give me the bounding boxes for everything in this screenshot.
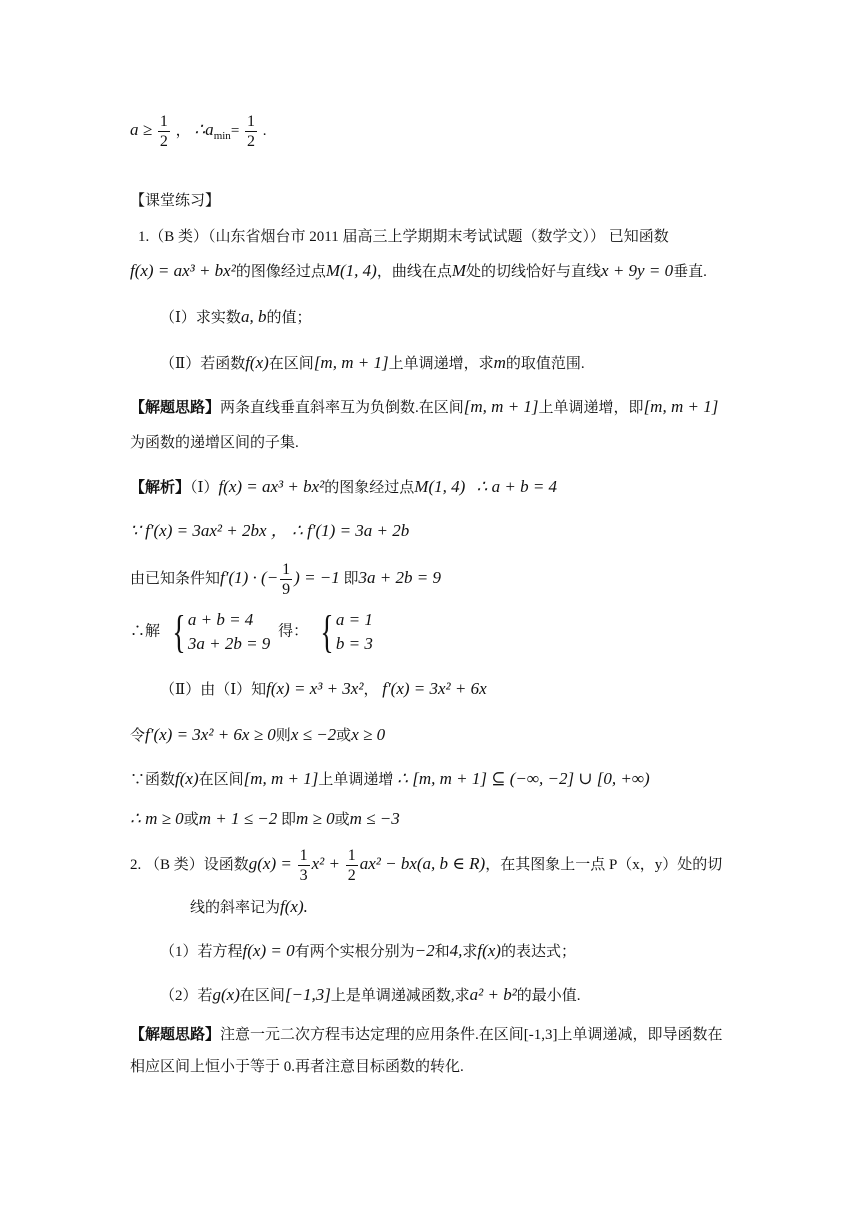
conclusion-line: ∴ m ≥ 0或m + 1 ≤ −2 即m ≥ 0或m ≤ −3	[130, 809, 400, 828]
solution-system: { a = 1 b = 3	[320, 606, 373, 657]
a-geq: a ≥	[130, 119, 153, 139]
problem1-hint: 【解题思路】两条直线垂直斜率互为负倒数.在区间[m, m + 1]上单调递增，即[m, m + 1]	[130, 397, 719, 416]
top-line: a ≥ $\frac{1}{2}$ ， $\therefore a_{min}=$ $\frac{1}{2}$ .	[130, 113, 267, 150]
fraction-half-2: $\frac{1}{2}$	[247, 113, 256, 150]
fraction-half: $\frac{1}{2}$	[159, 113, 168, 150]
fraction-half-3: $\frac{1}{2}$	[347, 847, 356, 884]
part2-line: （Ⅱ）由（Ⅰ）知f(x) = x³ + 3x²， f′(x) = 3x² + 6x	[160, 679, 487, 698]
since-line: ∵函数f(x)在区间[m, m + 1]上单调递增 ∴ [m, m + 1] ⊆ (−∞, −2] ∪ [0, +∞)	[130, 769, 650, 788]
problem1-line2: f(x) = ax³ + bx²的图像经过点M(1, 4)，曲线在点M处的切线恰好与直线x + 9y = 0垂直.	[130, 261, 707, 280]
fraction-third: $\frac{1}{3}$	[299, 847, 308, 884]
ling-line: 令f′(x) = 3x² + 6x ≥ 0则x ≤ −2或x ≥ 0	[130, 725, 386, 744]
problem1-q2: （Ⅱ）若函数f(x)在区间[m, m + 1]上单调递增，求m的取值范围.	[160, 353, 585, 372]
problem2-q1: （1）若方程f(x) = 0有两个实根分别为−2和4,求f(x)的表达式；	[160, 941, 576, 960]
derivative-line: ∵ f′(x) = 3ax² + 2bx ， ∴ f′(1) = 3a + 2b	[130, 521, 410, 540]
problem2-header: 2. （B 类）设函数g(x) = $\frac{1}{3}$ x² + $\frac{1}{2}$ ax² − bx(a, b ∈ R)，在其图象上一点 P（x，y）处的切	[130, 847, 723, 884]
problem2-q2: （2）若g(x)在区间[−1,3]上是单调递减函数,求a² + b²的最小值.	[160, 985, 581, 1004]
system-line: ∴解 { a + b = 4 3a + 2b = 9 得： { a = 1 b = 3	[130, 606, 373, 657]
section-title: 【课堂练习】	[130, 193, 221, 209]
problem1-solution: 【解析】（Ⅰ）f(x) = ax³ + bx²的图象经过点M(1, 4) ∴ a + b = 4	[130, 477, 558, 496]
fraction-ninth: $\frac{1}{9}$	[282, 561, 291, 598]
problem2-hint-line2: 相应区间上恒小于等于 0.再者注意目标函数的转化.	[130, 1059, 464, 1075]
problem1-header: 1.（B 类）（山东省烟台市 2011 届高三上学期期末考试试题（数学文）） 已知函数	[138, 229, 669, 245]
condition-line: 由已知条件知f′(1) · (− $\frac{1}{9}$ ) = −1 即3a + 2b = 9	[130, 561, 441, 598]
equation-system: { a + b = 4 3a + 2b = 9	[172, 606, 271, 657]
problem1-hint-line2: 为函数的递增区间的子集.	[130, 435, 299, 451]
problem2-line2: 线的斜率记为f(x).	[190, 897, 308, 916]
problem1-q1: （Ⅰ）求实数a, b的值；	[160, 307, 312, 326]
problem2-hint: 【解题思路】注意一元二次方程韦达定理的应用条件.在区间[-1,3]上单调递减，即导函数在	[130, 1027, 723, 1043]
